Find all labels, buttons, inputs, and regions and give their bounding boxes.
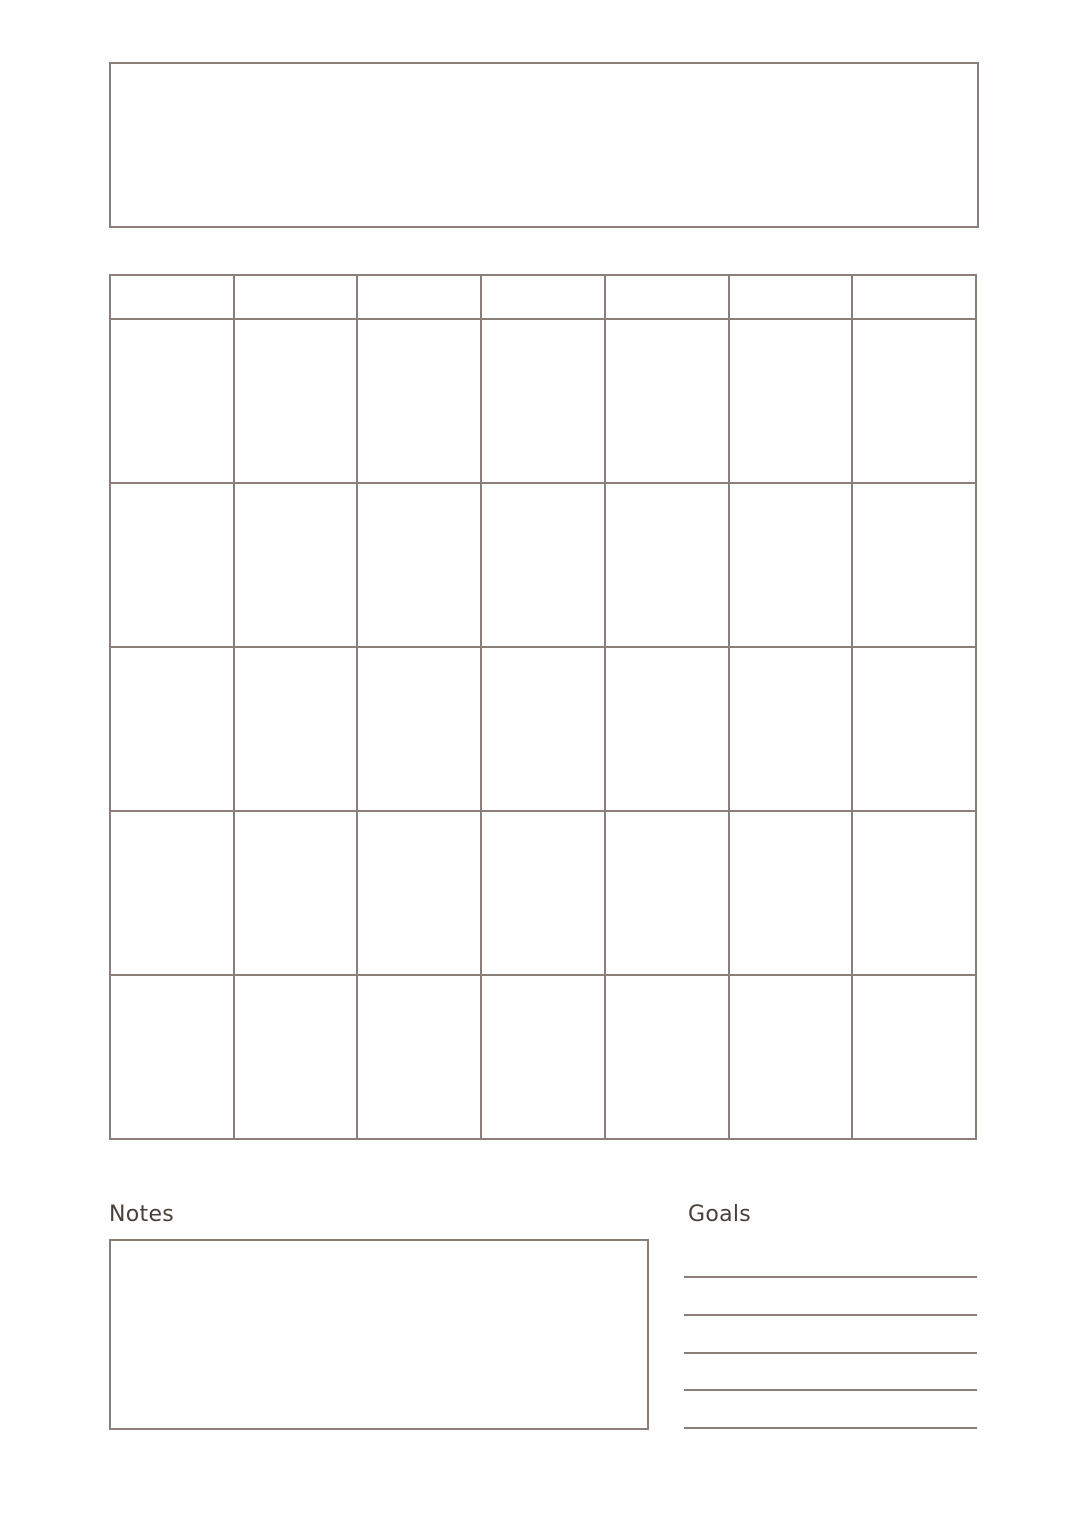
goal-line[interactable] [684,1314,977,1316]
goal-line[interactable] [684,1352,977,1354]
notes-box[interactable] [109,1239,649,1430]
day-cell[interactable] [729,811,853,975]
day-cell[interactable] [852,647,976,811]
day-cell[interactable] [729,975,853,1139]
day-cell[interactable] [357,647,481,811]
month-title-box[interactable] [109,62,979,228]
day-cell[interactable] [110,975,234,1139]
goal-line[interactable] [684,1276,977,1278]
day-cell[interactable] [481,647,605,811]
weekday-header-cell[interactable] [605,275,729,319]
day-cell[interactable] [605,811,729,975]
day-cell[interactable] [852,319,976,483]
notes-label: Notes [109,1202,175,1227]
day-cell[interactable] [605,483,729,647]
goal-line[interactable] [684,1389,977,1391]
weekday-header-cell[interactable] [729,275,853,319]
weekday-header-cell[interactable] [357,275,481,319]
weekday-header-cell[interactable] [481,275,605,319]
day-cell[interactable] [852,483,976,647]
week-row [110,319,976,483]
day-cell[interactable] [110,647,234,811]
day-cell[interactable] [481,975,605,1139]
day-cell[interactable] [110,811,234,975]
day-cell[interactable] [234,975,358,1139]
weekday-header-row [110,275,976,319]
day-cell[interactable] [605,647,729,811]
weekday-header-cell[interactable] [110,275,234,319]
day-cell[interactable] [852,975,976,1139]
calendar-grid [109,274,977,1140]
day-cell[interactable] [110,319,234,483]
day-cell[interactable] [357,975,481,1139]
weekday-header-cell[interactable] [852,275,976,319]
day-cell[interactable] [852,811,976,975]
day-cell[interactable] [729,483,853,647]
week-row [110,975,976,1139]
day-cell[interactable] [481,483,605,647]
week-row [110,811,976,975]
day-cell[interactable] [234,811,358,975]
day-cell[interactable] [605,319,729,483]
weekday-header-cell[interactable] [234,275,358,319]
day-cell[interactable] [605,975,729,1139]
day-cell[interactable] [729,647,853,811]
day-cell[interactable] [234,319,358,483]
day-cell[interactable] [481,811,605,975]
day-cell[interactable] [110,483,234,647]
week-row [110,647,976,811]
day-cell[interactable] [357,483,481,647]
day-cell[interactable] [729,319,853,483]
day-cell[interactable] [357,319,481,483]
day-cell[interactable] [234,483,358,647]
day-cell[interactable] [234,647,358,811]
goals-label: Goals [688,1202,752,1227]
week-row [110,483,976,647]
day-cell[interactable] [481,319,605,483]
goal-line[interactable] [684,1427,977,1429]
day-cell[interactable] [357,811,481,975]
